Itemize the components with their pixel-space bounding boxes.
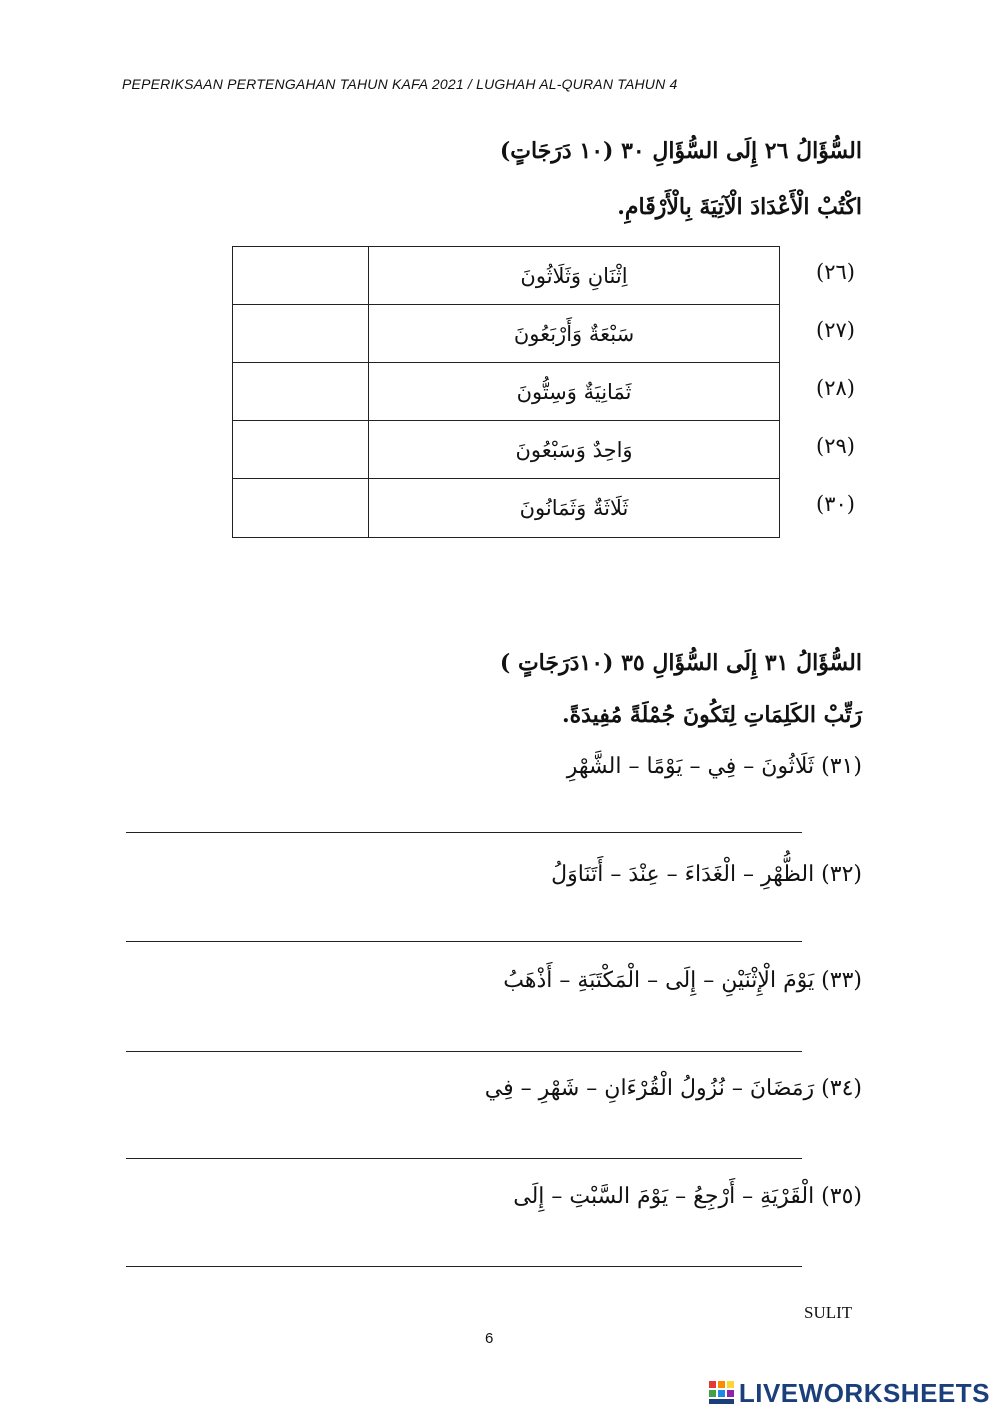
table-row <box>233 247 779 305</box>
number-word: اِثْنَانِ وَثَلَاثُونَ <box>520 263 628 288</box>
numbers-table <box>232 246 780 538</box>
answer-cell[interactable] <box>233 479 369 537</box>
section2-instruction: رَتِّبْ الكَلِمَاتِ لِتَكُونَ جُمْلَةً مُفِيدَةً. <box>561 702 862 728</box>
question-number: (٢٩) <box>816 434 855 458</box>
liveworksheets-logo-icon <box>709 1381 735 1405</box>
answer-cell[interactable] <box>233 305 369 362</box>
question-item: (٣٤) رَمَضَانَ – نُزُولُ الْقُرْءَانِ – شَهْرِ – فِي <box>484 1076 862 1101</box>
brand-name: LIVEWORKSHEETS <box>738 1377 990 1408</box>
table-row <box>233 305 779 363</box>
number-word: ثَلَاثَةٌ وَثَمَانُونَ <box>519 496 629 520</box>
question-item: (٣٢) الظُّهْرِ – الْغَدَاءَ – عِنْدَ – أَتَنَاوَلُ <box>551 862 862 887</box>
question-item: (٣٣) يَوْمَ الْإِثْنَيْنِ – إِلَى – الْمَكْتَبَةِ – أَذْهَبُ <box>503 968 862 993</box>
section2-heading: السُّؤَالُ ٣١ إِلَى السُّؤَالِ ٣٥ (١٠دَرَجَاتٍ ) <box>499 650 862 676</box>
liveworksheets-brand <box>709 1379 990 1407</box>
sulit-label: SULIT <box>804 1303 853 1322</box>
answer-cell[interactable] <box>233 247 369 304</box>
table-row <box>233 363 779 421</box>
question-number: (٢٧) <box>816 318 855 342</box>
question-number: (٢٨) <box>816 376 855 400</box>
answer-line[interactable] <box>126 941 802 942</box>
answer-cell[interactable] <box>233 421 369 478</box>
number-word: سَبْعَةٌ وَأَرْبَعُونَ <box>513 321 635 346</box>
question-item: (٣٥) الْقَرْيَةِ – أَرْجِعُ – يَوْمَ السَّبْتِ – إِلَى <box>513 1184 862 1209</box>
table-row <box>233 479 779 537</box>
section1-heading: السُّؤَالُ ٢٦ إِلَى السُّؤَالِ ٣٠ (١٠ دَرَجَاتٍ) <box>499 138 862 164</box>
table-row <box>233 421 779 479</box>
page-header: PEPERIKSAAN PERTENGAHAN TAHUN KAFA 2021 / LUGHAH AL-QURAN TAHUN 4 <box>122 76 678 92</box>
question-item: (٣١) ثَلَاثُونَ – فِي – يَوْمًا – الشَّهْرِ <box>566 754 862 779</box>
section1-instruction: اكْتُبْ الْأَعْدَادَ الْآتِيَةَ بِالْأَرْقَامِ. <box>617 194 862 220</box>
question-number: (٣٠) <box>816 492 855 516</box>
answer-line[interactable] <box>126 832 802 833</box>
answer-cell[interactable] <box>233 363 369 420</box>
page-number: 6 <box>485 1330 494 1347</box>
answer-line[interactable] <box>126 1266 802 1267</box>
answer-line[interactable] <box>126 1051 802 1052</box>
number-word: وَاحِدٌ وَسَبْعُونَ <box>515 437 633 462</box>
answer-line[interactable] <box>126 1158 802 1159</box>
question-number: (٢٦) <box>816 260 855 284</box>
number-word: ثَمَانِيَةٌ وَسِتُّونَ <box>516 379 632 404</box>
